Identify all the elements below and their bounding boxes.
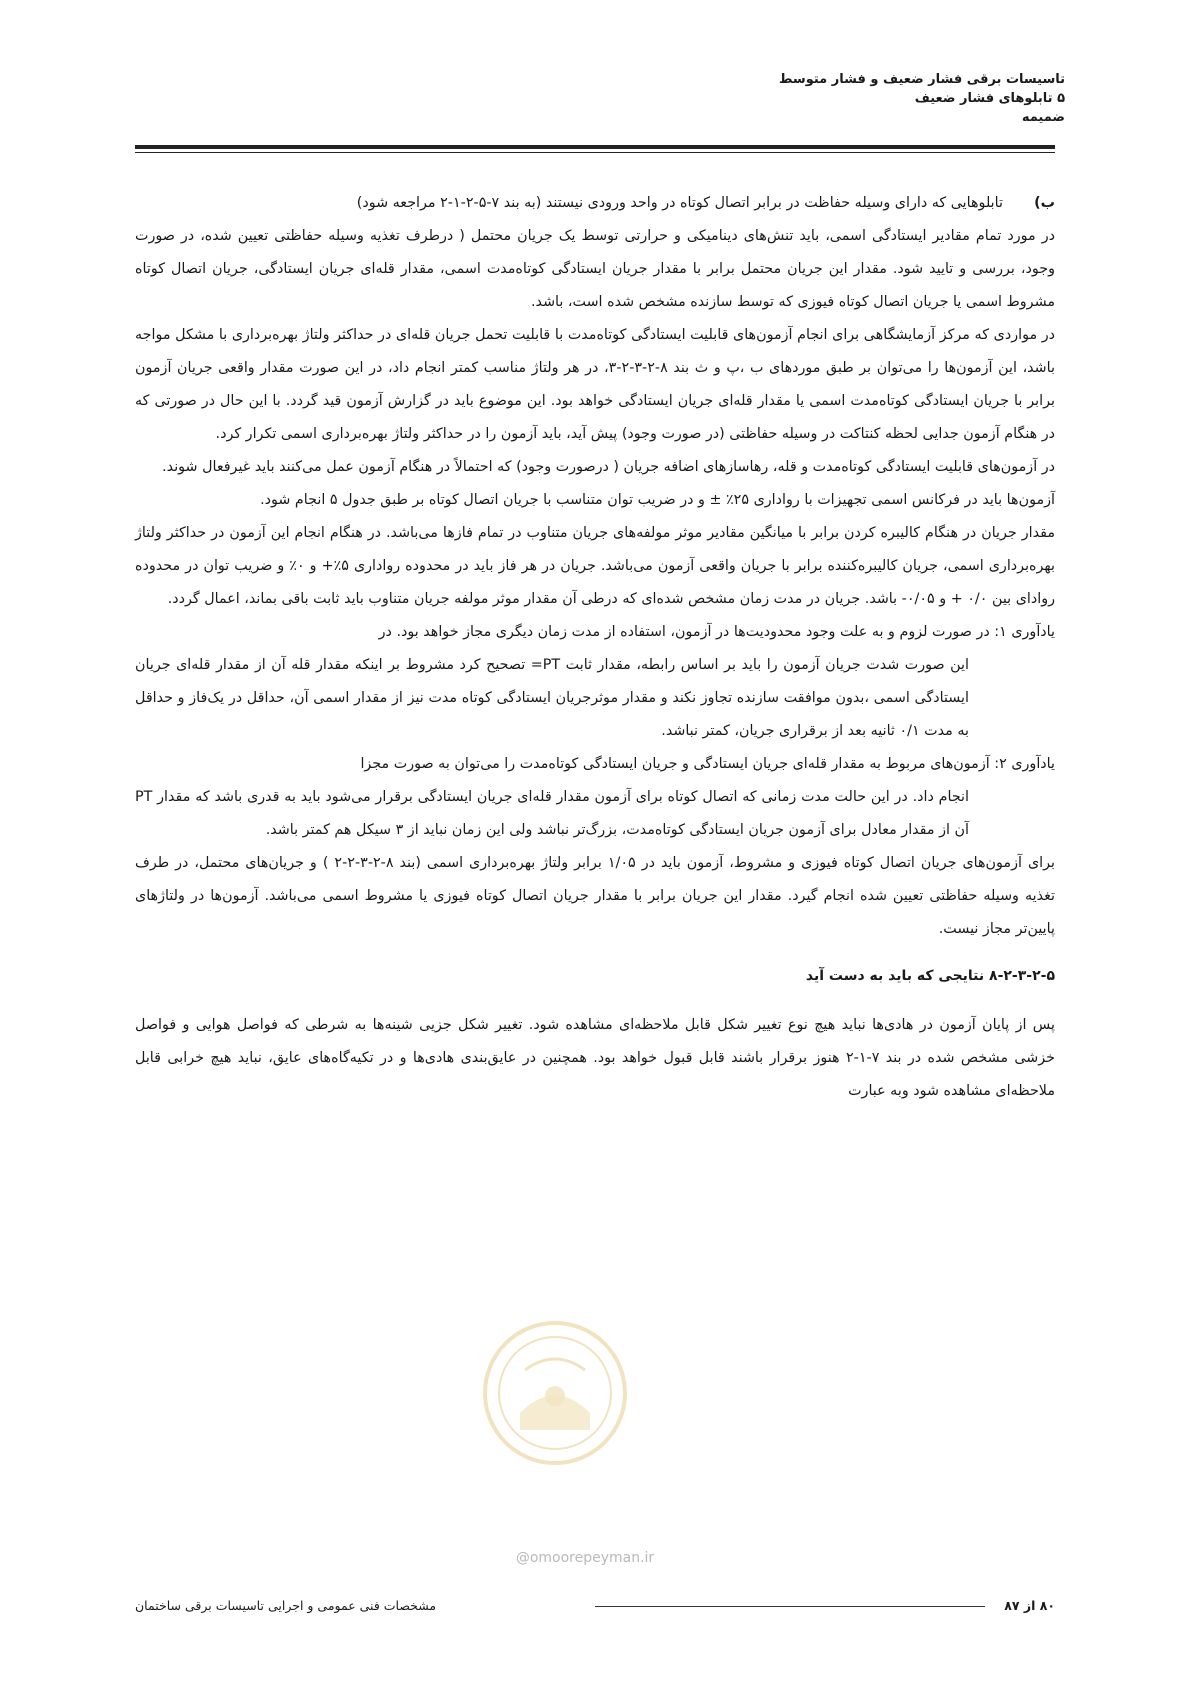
document-body: [135, 187, 1055, 1108]
footer-title: مشخصات فنی عمومی و اجرایی تاسیسات برقی ساختمان: [135, 1598, 437, 1613]
paragraph-7: پس از پایان آزمون در هادی‌ها نباید هیچ نوع تغییر شکل قابل ملاحظه‌ای مشاهده شود. تغییر شکل جزیی شینه‌ها به شرطی که فواصل هوایی و فواصل خزشی مشخص شده در بند ۷-۱-۲ هنوز برقرار باشند قابل قبول خواهد بود. همچنین در عایق‌بندی هادی‌ها و در تکیه‌گاه‌های عایق، نباید هیچ خرابی قابل ملاحظه‌ای مشاهده شود وبه عبارت: [135, 1017, 1056, 1099]
footer-rule: [595, 1606, 985, 1607]
note-2-body: انجام داد. در این حالت مدت زمانی که اتصال کوتاه برای آزمون مقدار قله‌ای جریان ایستادگی برقرار می‌شود باید به قدری باشد که مقدار PT آن از مقدار معادل برای آزمون جریان ایستادگی کوتاه‌مدت، بزرگ‌تر نباشد ولی این زمان نباید از ۳ سیکل هم کمتر باشد.: [135, 789, 969, 838]
paragraph-1: در مورد تمام مقادیر ایستادگی اسمی، باید تنش‌های دینامیکی و حرارتی توسط یک جریان محتمل ( درطرف تغذیه وسیله حفاظتی تعیین شده، در صورت وجود، بررسی و تایید شود. مقدار این جریان محتمل برابر با مقدار جریان ایستادگی کوتاه‌مدت اسمی، مقدار قله‌ای جریان ایستادگی، جریان اتصال کوتاه مشروط اسمی یا جریان اتصال کوتاه فیوزی که توسط سازنده مشخص شده است، باشد.: [135, 228, 1055, 310]
list-item-b: [135, 187, 1055, 220]
watermark-logo-icon: [480, 1318, 630, 1468]
list-item-marker: ب): [1034, 195, 1055, 211]
watermark-url: @omoorepeyman.ir: [515, 1550, 655, 1566]
header-title-line1: تاسیسات برقی فشار ضعیف و فشار متوسط: [778, 72, 1065, 87]
note-1-first-line: یادآوری ۱: در صورت لزوم و به علت وجود محدودیت‌ها در آزمون، استفاده از مدت زمان دیگری مجاز خواهد بود. در: [378, 624, 1055, 640]
header-title-line2: ۵ تابلوهای فشار ضعیف: [914, 91, 1065, 106]
page-header: [125, 70, 1065, 127]
note-2-first-line: یادآوری ۲: آزمون‌های مربوط به مقدار قله‌ای جریان ایستادگی و جریان ایستادگی کوتاه‌مدت را می‌توان به صورت مجزا: [360, 756, 1055, 772]
paragraph-3: در آزمون‌های قابلیت ایستادگی کوتاه‌مدت و قله، رهاسازهای اضافه جریان ( درصورت وجود) که احتمالاً در هنگام آزمون عمل می‌کنند باید غیرفعال شوند.: [162, 459, 1055, 475]
header-rule-thick: [135, 145, 1055, 149]
paragraph-6: برای آزمون‌های جریان اتصال کوتاه فیوزی و مشروط، آزمون باید در ۱/۰۵ برابر ولتاژ بهره‌برداری اسمی (بند ۸-۲-۳-۲-۲ ) و جریان‌های محتمل، در طرف تغذیه وسیله حفاظتی تعیین شده انجام گیرد. مقدار این جریان برابر با مقدار جریان اتصال کوتاه فیوزی یا مشروط اسمی می‌باشد. آزمون‌ها در ولتاژهای پایین‌تر مجاز نیست.: [135, 855, 1055, 937]
page-footer: [135, 1594, 1055, 1618]
note-1: [135, 616, 1055, 748]
section-heading: ۸-۲-۳-۲-۵ نتایجی که باید به دست آید: [805, 968, 1055, 984]
list-item-text: تابلوهایی که دارای وسیله حفاظت در برابر اتصال کوتاه در واحد ورودی نیستند (به بند ۷-۵-۲-۱-۲ مراجعه شود): [356, 195, 1003, 211]
page-number: ۸۰ از ۸۷: [1004, 1598, 1055, 1613]
paragraph-5: مقدار جریان در هنگام کالیبره کردن برابر با میانگین مقادیر موثر مولفه‌های جریان متناوب در تمام فازها می‌باشد. در هنگام انجام این آزمون در حداکثر ولتاژ بهره‌برداری اسمی، جریان کالیبره‌کننده برابر با جریان واقعی آزمون می‌باشد. جریان در هر فاز باید در محدوده رواداری ۵٪+ و ۰٪ و ضریب توان در محدوده روادای بین ۰/۰ + و ۰/۰۵- باشد. جریان در مدت زمان مشخص شده‌ای که درطی آن مقدار موثر مولفه جریان متناوب باید ثابت باقی بماند، اعمال گردد.: [135, 525, 1055, 607]
paragraph-2: در مواردی که مرکز آزمایشگاهی برای انجام آزمون‌های قابلیت ایستادگی کوتاه‌مدت با قابلیت تحمل جریان قله‌ای در حداکثر ولتاژ بهره‌برداری با مشکل مواجه باشد، این آزمون‌ها را می‌توان بر طبق موردهای ب ،پ و ث بند ۸-۲-۳-۲-۳، در هر ولتاژ مناسب کمتر انجام داد، در این صورت مقدار واقعی جریان آزمون برابر با جریان ایستادگی کوتاه‌مدت اسمی یا مقدار قله‌ای جریان ایستادگی خواهد بود. این موضوع باید در گزارش آزمون قید گردد. با این حال در صورتی که در هنگام آزمون جدایی لحظه کنتاکت در وسیله حفاظتی (در صورت وجود) پیش آید، باید آزمون را در حداکثر ولتاژ بهره‌برداری اسمی تکرار کرد.: [135, 327, 1055, 442]
paragraph-4: آزمون‌ها باید در فرکانس اسمی تجهیزات با رواداری ۲۵٪ ± و در ضریب توان متناسب با جریان اتصال کوتاه بر طبق جدول ۵ انجام شود.: [260, 492, 1055, 508]
header-title-line3: ضمیمه: [1021, 110, 1065, 125]
note-1-body: این صورت شدت جریان آزمون را باید بر اساس رابطه، مقدار ثابت PT= تصحیح کرد مشروط بر اینکه مقدار قله آن از مقدار قله‌ای جریان ایستادگی اسمی ،بدون موافقت سازنده تجاوز نکند و مقدار موثرجریان ایستادگی کوتاه مدت نیز از مقدار اسمی آن، حداقل در یک‌فاز و حداقل به مدت ۰/۱ ثانیه بعد از برقراری جریان، کمتر نباشد.: [135, 657, 969, 739]
note-2: [135, 748, 1055, 847]
header-rule-thin: [135, 152, 1055, 153]
